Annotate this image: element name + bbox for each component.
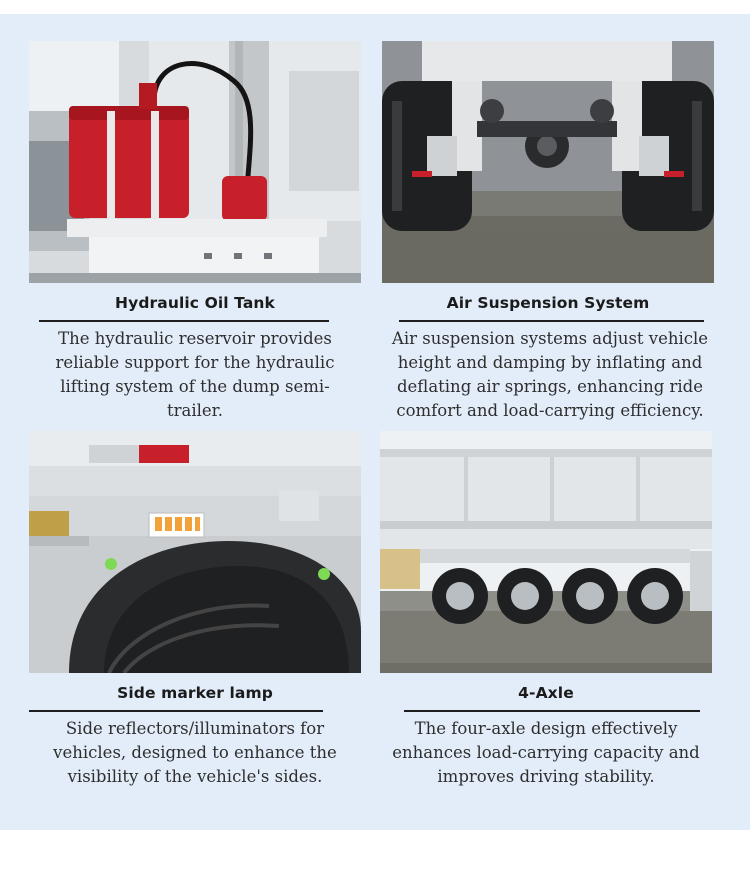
side-marker-lamp-photo: [29, 431, 361, 673]
feature-title: Hydraulic Oil Tank: [115, 294, 275, 312]
feature-description: The four-axle design effectively enhances load-carrying capacity and improves driving stability.: [392, 719, 700, 786]
feature-panel: [0, 14, 750, 830]
title-underline: [404, 710, 700, 712]
four-axle-photo: [380, 431, 712, 673]
feature-description: Side reflectors/illuminators for vehicles, designed to enhance the visibility of the vehicle's sides.: [53, 719, 337, 786]
feature-description: The hydraulic reservoir provides reliable support for the hydraulic lifting system of the dump semi-trailer.: [55, 329, 335, 420]
feature-title: Air Suspension System: [446, 294, 650, 312]
feature-description: Air suspension systems adjust vehicle height and damping by inflating and deflating air springs, enhancing ride comfort and load-carrying efficiency.: [391, 329, 709, 420]
title-underline: [39, 320, 329, 322]
feature-title: Side marker lamp: [117, 684, 273, 702]
title-underline: [399, 320, 704, 322]
feature-title: 4-Axle: [518, 684, 574, 702]
hydraulic-oil-tank-photo: [29, 41, 361, 283]
air-suspension-photo: [382, 41, 714, 283]
title-underline: [29, 710, 323, 712]
